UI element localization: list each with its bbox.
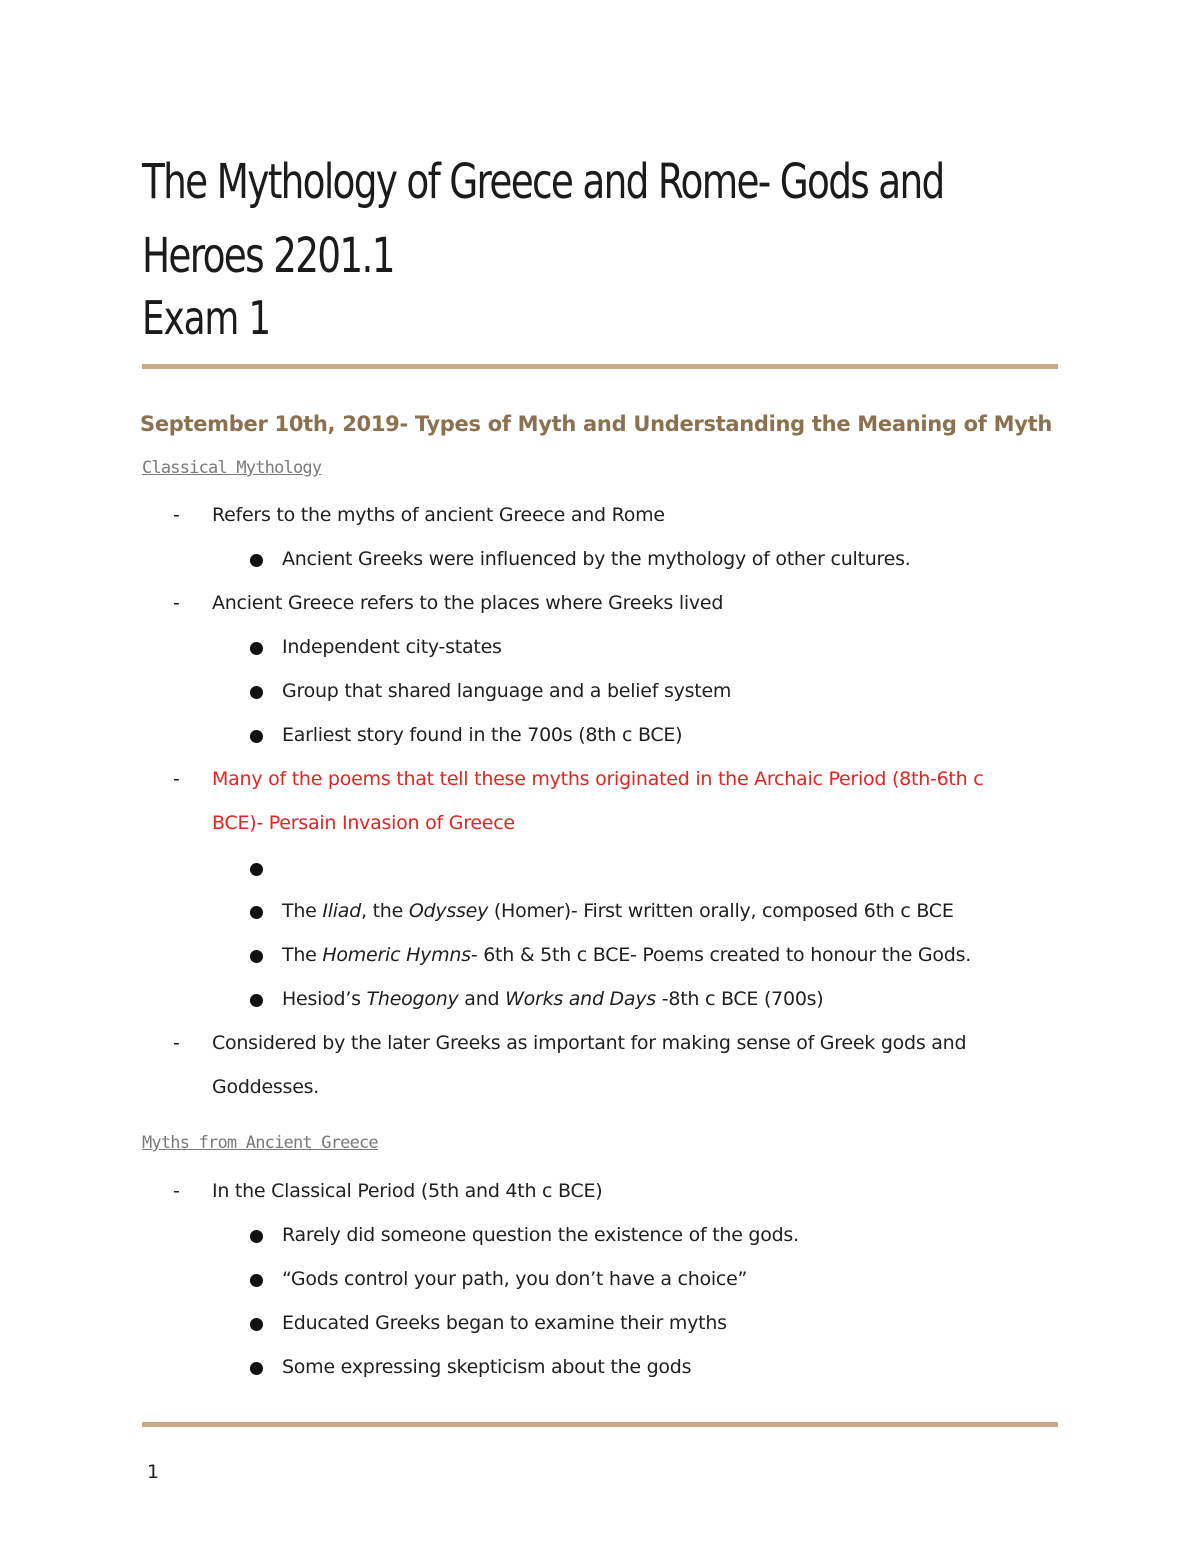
bullet-dot <box>250 863 263 876</box>
bottom-divider <box>142 1422 1058 1427</box>
list-item-iliad-odyssey: The Iliad, the Odyssey (Homer)- First written orally, composed 6th c BCE <box>282 900 954 922</box>
works-and-days-title: Works and Days <box>505 988 656 1010</box>
bullet-dot <box>250 950 263 963</box>
section-heading: September 10th, 2019- Types of Myth and Understanding the Meaning of Myth <box>140 412 1052 436</box>
list-item: Ancient Greeks were influenced by the mythology of other cultures. <box>282 548 911 570</box>
list-item: Some expressing skepticism about the gods <box>282 1356 692 1378</box>
title-line-2: Heroes 2201.1 <box>142 228 394 284</box>
document-title <box>142 145 944 293</box>
highlighted-item-line-1: Many of the poems that tell these myths originated in the Archaic Period (8th-6th c <box>212 768 984 790</box>
top-divider <box>142 364 1058 369</box>
bullet-dot <box>250 1318 263 1331</box>
theogony-title: Theogony <box>366 988 459 1010</box>
dash-bullet: - <box>173 592 180 614</box>
list-item: “Gods control your path, you don’t have a choice” <box>282 1268 748 1290</box>
odyssey-title: Odyssey <box>408 900 489 922</box>
list-item: Earliest story found in the 700s (8th c BCE) <box>282 724 683 746</box>
list-item: Refers to the myths of ancient Greece and Rome <box>212 504 665 526</box>
highlighted-item-line-2: BCE)- Persain Invasion of Greece <box>212 812 515 834</box>
page-number: 1 <box>147 1461 160 1483</box>
dash-bullet: - <box>173 768 180 790</box>
classical-mythology-label: Classical Mythology <box>142 458 322 478</box>
dash-bullet: - <box>173 1180 180 1202</box>
dash-bullet: - <box>173 1032 180 1054</box>
bullet-dot <box>250 686 263 699</box>
bullet-dot <box>250 1362 263 1375</box>
list-item: In the Classical Period (5th and 4th c BCE) <box>212 1180 603 1202</box>
bullet-dot <box>250 554 263 567</box>
bullet-dot <box>250 730 263 743</box>
list-item: Independent city-states <box>282 636 502 658</box>
bullet-dot <box>250 642 263 655</box>
list-item: Rarely did someone question the existence of the gods. <box>282 1224 799 1246</box>
document-subtitle: Exam 1 <box>142 291 271 345</box>
list-item-homeric-hymns: The Homeric Hymns- 6th & 5th c BCE- Poems created to honour the Gods. <box>282 944 972 966</box>
bullet-dot <box>250 1274 263 1287</box>
myths-ancient-greece-label: Myths from Ancient Greece <box>142 1133 378 1153</box>
title-line-1: The Mythology of Greece and Rome- Gods and <box>142 154 944 210</box>
list-item: Ancient Greece refers to the places where Greeks lived <box>212 592 724 614</box>
list-item: Considered by the later Greeks as important for making sense of Greek gods and <box>212 1032 967 1054</box>
homeric-hymns-title: Homeric Hymns <box>322 944 471 966</box>
iliad-title: Iliad <box>322 900 362 922</box>
list-item-hesiod: Hesiod’s Theogony and Works and Days -8th c BCE (700s) <box>282 988 824 1010</box>
bullet-dot <box>250 906 263 919</box>
list-item: Group that shared language and a belief system <box>282 680 732 702</box>
bullet-dot <box>250 1230 263 1243</box>
list-item: Educated Greeks began to examine their myths <box>282 1312 727 1334</box>
list-item-continuation: Goddesses. <box>212 1076 320 1098</box>
bullet-dot <box>250 994 263 1007</box>
dash-bullet: - <box>173 504 180 526</box>
